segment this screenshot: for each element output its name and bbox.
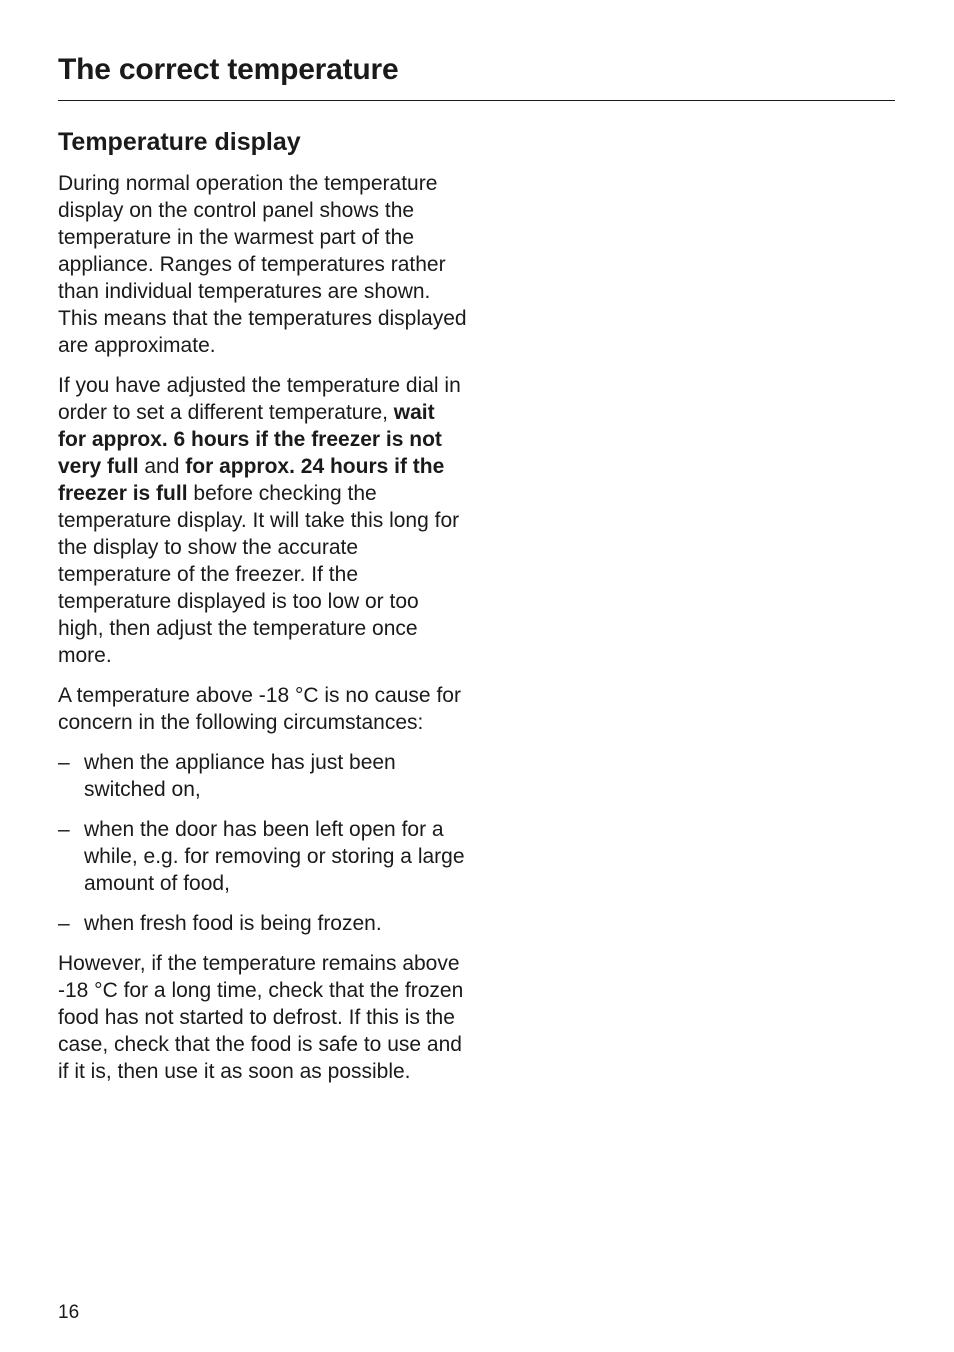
- page-title: The correct temperature: [58, 53, 399, 86]
- paragraph-normal-operation: During normal operation the temperature display on the control panel shows the temperature in the warmest part of the appliance. Ranges of temperatures rather than individual temperatures are shown. This means that the temperatures displayed are approximate.: [58, 172, 467, 357]
- dash-bullet: –: [58, 912, 70, 935]
- page-header: [58, 50, 895, 101]
- list-item: [58, 749, 468, 803]
- circumstances-list: [58, 749, 468, 937]
- main-content: [58, 124, 468, 1098]
- para2-bold-2: for approx. 24 hours if the freezer is full: [58, 455, 445, 505]
- page-number: 16: [58, 1302, 80, 1323]
- list-item-text: when the appliance has just been switched on,: [84, 751, 396, 801]
- paragraph-long-time-warning: However, if the temperature remains above -18 °C for a long time, check that the frozen food has not started to defrost. If this is the case, check that the food is safe to use and if it is, then use it as soon as possible.: [58, 952, 464, 1083]
- list-item: [58, 816, 468, 897]
- paragraph-no-concern: A temperature above -18 °C is no cause for concern in the following circumstances:: [58, 684, 461, 734]
- para2-text-2: and: [138, 455, 186, 478]
- list-item-text: when the door has been left open for a while, e.g. for removing or storing a large amount of food,: [84, 818, 465, 895]
- paragraph-adjusted-temperature: [58, 372, 468, 669]
- list-item-text: when fresh food is being frozen.: [84, 912, 382, 935]
- dash-bullet: –: [58, 751, 70, 774]
- list-item: [58, 910, 468, 937]
- dash-bullet: –: [58, 818, 70, 841]
- para2-bold-1: wait for approx. 6 hours if the freezer is not very full: [58, 401, 442, 478]
- para2-text-3: before checking the temperature display. It will take this long for the display to show the accurate temperature of the freezer. If the temperature displayed is too low or too high, then adjust the temperature once more.: [58, 482, 460, 667]
- section-heading: Temperature display: [58, 128, 301, 156]
- para2-text-1: If you have adjusted the temperature dial in order to set a different temperature,: [58, 374, 461, 424]
